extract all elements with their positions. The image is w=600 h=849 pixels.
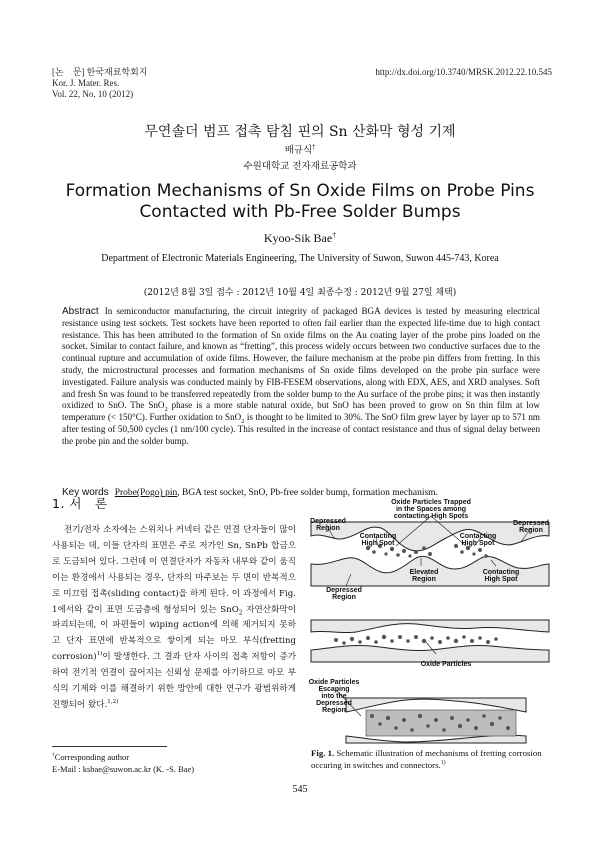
- svg-text:High Spot: High Spot: [484, 576, 518, 583]
- fig-label-oxide-particles: Oxide Particles: [420, 661, 472, 668]
- section-heading: 1. 서 론: [52, 496, 108, 511]
- figure-caption: Fig. 1. Schematic illustration of mechanisms of fretting corrosion occuring in switches and connectors.$^{1)}$: [311, 748, 542, 770]
- author-english: Kyoo-Sik Bae†: [263, 230, 337, 245]
- page-number: 545: [292, 784, 308, 795]
- footnote-rule: [52, 746, 167, 747]
- svg-text:Depressed: Depressed: [316, 700, 352, 707]
- fig-label-contacting-3: Contacting: [482, 569, 520, 576]
- keywords-label: Key words: [62, 487, 109, 498]
- svg-text:Region: Region: [412, 576, 436, 583]
- abstract: Abstract In semiconductor manufacturing, the circuit integrity of packaged BGA devices is tested by measuring electrical resistance using test sockets. Test sockets have been reported to often fail earlier than the expected life-time due to high contact resistance. This has been attributed to the formation of Sn oxide films on the Au coating layer of the probe pins loaded on the socket. Similar to contact failure, and known as “fretting”, this process widely occurs between two conductive surfaces due to the continual rupture and accumulation of oxide films. However, the failure mechanism at the probe pin differs from fretting. In this study, the microstructural processes and formation mechanisms of Sn oxide films developed on the probe pin surface were investigated. Failure analysis was conducted mainly by FIB-FESEM observations, along with EDX, AES, and XRD analyses. Soft and fresh Sn was found to be transferred repeatedly from the solder bump to the Au surface of the probe pins; it was then instantly oxidized to SnO. The SnO$_2$ phase is a more stable natural oxide, but SnO has been proved to grow on Sn thin film at low temperature (< 150°C). Further oxidation to SnO$_2$ is thought to be limited to 30%. The SnO film grew layer by layer up to 571 nm after testing of 50,500 cycles (1 nm/100 cycle). This resulted in the increase of contact resistance and thus of signal delay between the probe pin and the solder bump.: [62, 306, 540, 446]
- fig-label-elevated: Elevated: [409, 569, 439, 576]
- fig-label-escaping: Oxide Particles: [308, 679, 360, 686]
- svg-text:in the Spaces among: in the Spaces among: [395, 506, 467, 513]
- svg-text:Region: Region: [519, 527, 543, 534]
- body-paragraph: 전기/전자 소자에는 스위치나 커넥터 같은 연결 단자들이 많이 사용되는 데, 이들 단자의 표면은 주로 저가인 Sn, SnPb 합금으로 도금되어 있다. 그런데 이 연결단자가 자동차 내부와 같이 움직이는 환경에서 사용되는 경우, 단자의 마주보는 두 면이 반복적으로 미끄럼 접촉(sliding contact)을 하게 된다. 이 과정에서 Fig. 1에서와 같이 표면 도금층에 형성되어 있는 SnO$_2$ 자연산화막이 파괴되는데, 이 파편들이 wiping action에 의해 제거되지 못하고 단자 표면에 반복적으로 쌓이게 되는 마모 부식(fretting corrosion)$^{1)}$이 발생한다. 그 결과 단자 사이의 접촉 저항이 증가하여 전기적 연결이 끊어지는 신뢰성 문제를 야기하므로 마모 부식의 기제와 이를 해결하기 위한 방안에 대한 연구가 광범위하게 진행되어 왔다.$^{1,2)}$: [52, 525, 297, 710]
- svg-text:High Spot: High Spot: [461, 540, 495, 547]
- abstract-label: Abstract: [62, 306, 99, 317]
- keyword-link[interactable]: Probe(Pogo) pin: [114, 488, 178, 498]
- title-english: Formation Mechanisms of Sn Oxide Films on Probe Pins Contacted with Pb-Free Solder Bumps: [65, 181, 535, 222]
- fig-label-depressed-bl: Depressed: [326, 587, 362, 594]
- figure-1-schematic: [306, 494, 554, 744]
- fig-label-contacting-2: Contacting: [459, 533, 497, 540]
- footnote: †Corresponding author E-Mail : ksbae@suwon.ac.kr (K. -S. Bae): [52, 752, 195, 774]
- svg-text:Region: Region: [322, 707, 346, 714]
- affiliation-english: Department of Electronic Materials Engineering, The University of Suwon, Suwon 445-743, Korea: [101, 253, 499, 264]
- fig-label-depressed-tl: Depressed: [310, 518, 346, 525]
- svg-text:Region: Region: [316, 525, 340, 532]
- journal-en: Kor. J. Mater. Res.: [52, 78, 120, 88]
- svg-text:Escaping: Escaping: [318, 686, 350, 693]
- svg-text:into the: into the: [321, 693, 347, 700]
- doi-link[interactable]: http://dx.doi.org/10.3740/MRSK.2012.22.10.545: [375, 67, 552, 77]
- email: E-Mail : ksbae@suwon.ac.kr (K. -S. Bae): [52, 763, 195, 774]
- keywords: Key words Probe(Pogo) pin, BGA test socket, SnO, Pb-free solder bump, formation mechanism.: [62, 487, 438, 498]
- fig-label-trapped: Oxide Particles Trapped: [391, 499, 471, 506]
- received-dates: (2012년 8월 3일 접수 : 2012년 10월 4일 최종수정 : 2012년 9월 27일 채택): [143, 288, 457, 298]
- journal-volume: Vol. 22, No. 10 (2012): [52, 89, 134, 99]
- fig-label-contacting-1: Contacting: [359, 533, 397, 540]
- author-korean: 배규식†: [284, 143, 316, 156]
- svg-text:contacting High Spots: contacting High Spots: [393, 513, 469, 520]
- journal-ko: [논 문] 한국재료학회지: [52, 67, 148, 77]
- fig-label-depressed-tr: Depressed: [513, 520, 549, 527]
- affiliation-korean: 수원대학교 전자재료공학과: [243, 161, 357, 172]
- title-korean: 무연솔더 범프 접촉 탐침 핀의 Sn 산화막 형성 기제: [144, 124, 456, 140]
- svg-text:Region: Region: [332, 594, 356, 601]
- svg-text:High Spot: High Spot: [361, 540, 395, 547]
